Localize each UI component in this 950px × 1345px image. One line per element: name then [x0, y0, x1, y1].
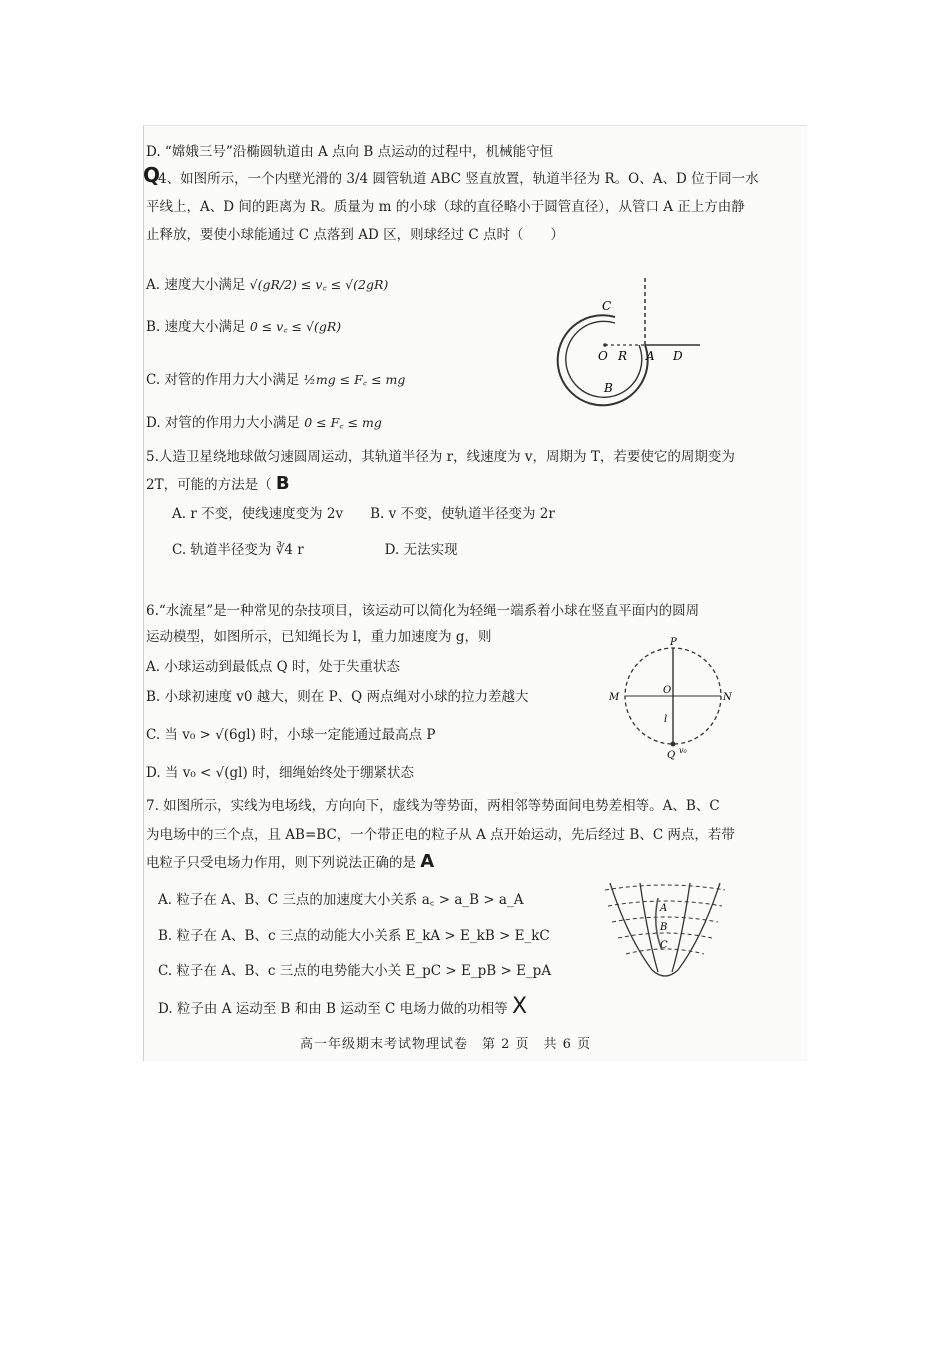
q4-line2: 平线上，A、D 间的距离为 R。质量为 m 的小球（球的直径略小于圆管直径），从管口 A 正上方由静 — [146, 199, 745, 215]
q7-option-c: C. 粒子在 A、B、c 三点的电势能大小关 E_pC > E_pB > E_pA — [158, 963, 552, 979]
q4-option-a: A. 速度大小满足 √(gR/2) ≤ v꜀ ≤ √(2gR) — [146, 277, 389, 293]
label-a: A — [646, 349, 655, 363]
label-d: D — [673, 349, 683, 363]
label-b: B — [660, 922, 668, 933]
label-m: M — [609, 692, 620, 703]
label-o: O — [598, 349, 608, 363]
q7-option-d: D. 粒子由 A 运动至 B 和由 B 运动至 C 电场力做的功相等 X — [158, 994, 528, 1019]
q7-option-a: A. 粒子在 A、B、C 三点的加速度大小关系 a꜀ > a_B > a_A — [158, 892, 524, 908]
q7-field-diagram — [600, 878, 730, 978]
label-p: P — [670, 637, 677, 648]
q5-options-ab: A. r 不变，使线速度变为 2v B. v 不变，使轨道半径变为 2r — [172, 506, 555, 522]
prev-option-d: D. “嫦娥三号”沿椭圆轨道由 A 点向 B 点运动的过程中，机械能守恒 — [146, 144, 554, 160]
label-a: A — [660, 903, 668, 914]
q5-line1: 5.人造卫星绕地球做匀速圆周运动，其轨道半径为 r，线速度为 v，周期为 T，若要使它的周期变为 — [146, 449, 735, 465]
label-c: C — [602, 299, 612, 313]
handwritten-answer-q5: B — [275, 473, 290, 494]
label-o: O — [663, 685, 672, 696]
q4-track-diagram — [560, 270, 710, 400]
label-r: R — [618, 349, 628, 363]
q4-option-d: D. 对管的作用力大小满足 0 ≤ F꜀ ≤ mg — [146, 415, 382, 431]
q6-option-a: A. 小球运动到最低点 Q 时，处于失重状态 — [146, 659, 400, 675]
q6-line2: 运动模型，如图所示，已知绳长为 l，重力加速度为 g，则 — [146, 629, 492, 645]
label-c: C — [660, 940, 668, 951]
handwritten-cross-mark: X — [511, 994, 528, 1019]
handwritten-answer-q7: A — [420, 851, 435, 872]
q4-line3: 止释放，要使小球能通过 C 点落到 AD 区，则球经过 C 点时（ ） — [146, 227, 564, 243]
q7-line3: 电粒子只受电场力作用，则下列说法正确的是 A — [146, 851, 435, 872]
label-b: B — [604, 381, 613, 395]
label-v0: v₀ — [679, 746, 687, 755]
q7-option-b: B. 粒子在 A、B、c 三点的动能大小关系 E_kA > E_kB > E_kC — [158, 928, 550, 944]
q6-option-b: B. 小球初速度 v0 越大，则在 P、Q 两点绳对小球的拉力差越大 — [146, 689, 529, 705]
q5-options-cd: C. 轨道半径变为 ∛4 r D. 无法实现 — [172, 542, 458, 558]
label-l: l — [664, 714, 668, 725]
q5-line2: 2T，可能的方法是（ B — [146, 473, 290, 494]
label-q: Q — [667, 750, 676, 761]
q6-option-d: D. 当 v₀ < √(gl) 时，细绳始终处于绷紧状态 — [146, 765, 415, 781]
q6-line1: 6.“水流星”是一种常见的杂技项目，该运动可以简化为轻绳一端系着小球在竖直平面内的圆周 — [146, 603, 700, 619]
q7-line1: 7. 如图所示，实线为电场线，方向向下，虚线为等势面，两相邻等势面间电势差相等。A、B、C — [146, 798, 720, 814]
label-n: N — [723, 692, 732, 703]
q4-line1: 4、如图所示，一个内壁光滑的 3/4 圆管轨道 ABC 竖直放置，轨道半径为 R。O、A、D 位于同一水 — [158, 171, 759, 187]
page-footer: 高一年级期末考试物理试卷 第 2 页 共 6 页 — [300, 1037, 592, 1052]
q4-option-b: B. 速度大小满足 0 ≤ v꜀ ≤ √(gR) — [146, 319, 342, 335]
q6-option-c: C. 当 v₀ > √(6gl) 时，小球一定能通过最高点 P — [146, 727, 436, 743]
handwritten-question-mark: Q — [143, 163, 161, 187]
q6-circle-diagram — [606, 636, 736, 761]
q7-line2: 为电场中的三个点，且 AB=BC，一个带正电的粒子从 A 点开始运动，先后经过 B、C 两点，若带 — [146, 827, 735, 843]
q4-option-c: C. 对管的作用力大小满足 ½mg ≤ F꜀ ≤ mg — [146, 372, 406, 388]
